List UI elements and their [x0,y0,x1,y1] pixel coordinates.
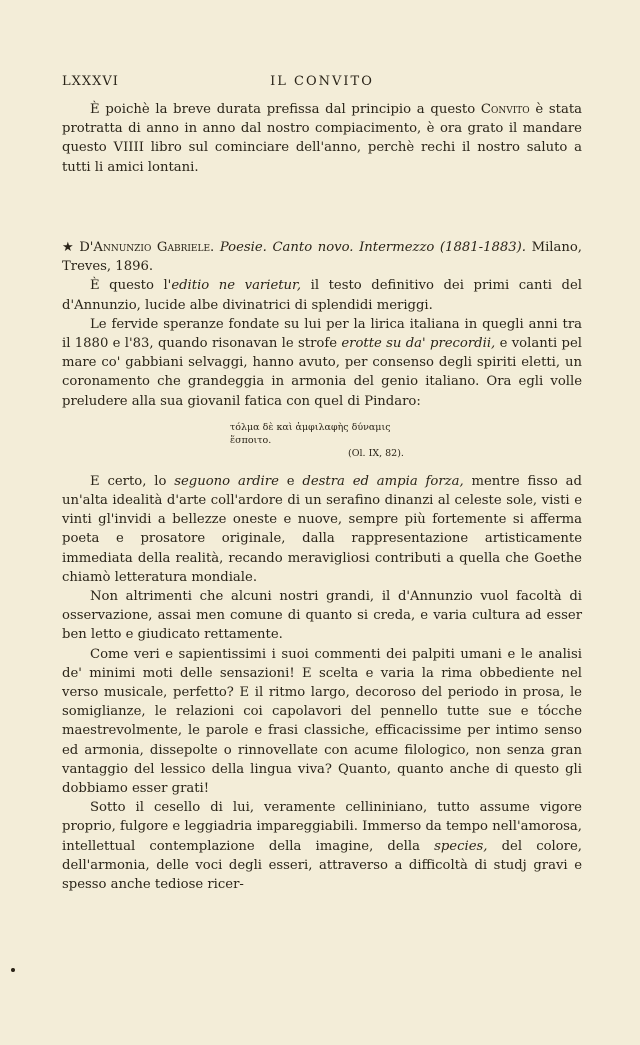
page-number: LXXXVI [62,74,119,89]
review-paragraph: E certo, lo seguono ardire e destra ed ampia forza, mentre fisso ad un'alta idealità d'arte coll'ardore di un serafino dinanzi al celeste sole, visti e vinti gl'invidi a bellezze oneste e nuove, sempre più fortemente si afferma poeta e prosatore originale, dalla rappresentazione artisticamente immediata della realità, recando meravigliosi contributi a quella che Goethe chiamò letteratura mondiale. [62,473,582,585]
review-paragraph: Le fervide speranze fondate su lui per la lirica italiana in quegli anni tra il 1880 e l'83, quando risonavan le strofe erotte su da' precordii, e volanti pel mare co' gabbiani selvaggi, hanno avuto, per consenso degli spiriti eletti, un coronamento che grandeggia in armonia del genio italiano. Ora egli volle preludere alla sua giovanil fatica con quel di Pindaro: [62,316,582,409]
review-section [62,238,582,894]
running-title: IL CONVITO [270,74,374,89]
review-paragraph: Non altrimenti che alcuni nostri grandi, il d'Annunzio vuol facoltà di osservazione, assai men comune di quanto si creda, e varia cultura ad esser ben letto e giudicato rettamente. [62,589,582,643]
author-name: D'Annunzio Gabriele. [79,240,215,255]
review-paragraph: È questo l'editio ne varietur, il testo definitivo dei primi canti del d'Annunzio, lucide albe divinatrici di splendidi meriggi. [62,278,582,313]
intro-paragraph: È poichè la breve durata prefissa dal principio a questo Convito è stata protratta di anno in anno dal nostro compiacimento, è ora grato il mandare questo VIIII libro sul cominciare dell'anno, perchè rechi il nostro saluto a tutti li amici lontani. [62,102,583,175]
intro-section [62,100,582,177]
imprint: Milano, Treves, 1896. [62,240,583,275]
greek-quotation: τόλμα δὲ καὶ ἀμφιλαφὴς δύναμις ἕσποιτο. (Ol. IX, 82). [62,421,582,460]
review-paragraph: Sotto il cesello di lui, veramente cellininiano, tutto assume vigore proprio, fulgore e leggiadria impareggiabili. Immerso da tempo nell'amorosa, intellettual contemplazione della imagine, della species, del colore, dell'armonia, delle voci degli esseri, attraverso a difficoltà di studj gravi e spesso anche tediose ricer- [62,800,582,893]
margin-dot [11,968,15,972]
bibliographic-entry [62,238,582,276]
star-icon: ★ [62,240,76,255]
quotation-citation: (Ol. IX, 82). [348,447,404,459]
work-title: Poesie. Canto novo. Intermezzo (1881-1883). [219,240,526,255]
review-paragraph: Come veri e sapientissimi i suoi commenti dei palpiti umani e le analisi de' minimi moti delle sensazioni! E scelta e varia la rima obbediente nel verso musicale, perfetto? E il ritmo largo, decoroso del periodo in prosa, le somiglianze, le relazioni coi capolavori del pennello tutte sue e tócche maestrevolmente, le parole e frasi classiche, efficacissime per intimo senso ed armonia, dissepolte o rinnovellate con acume filologico, non senza gran vantaggio del lessico della lingua viva? Quanto, quanto anche di questo gli dobbiamo esser grati! [62,646,582,797]
